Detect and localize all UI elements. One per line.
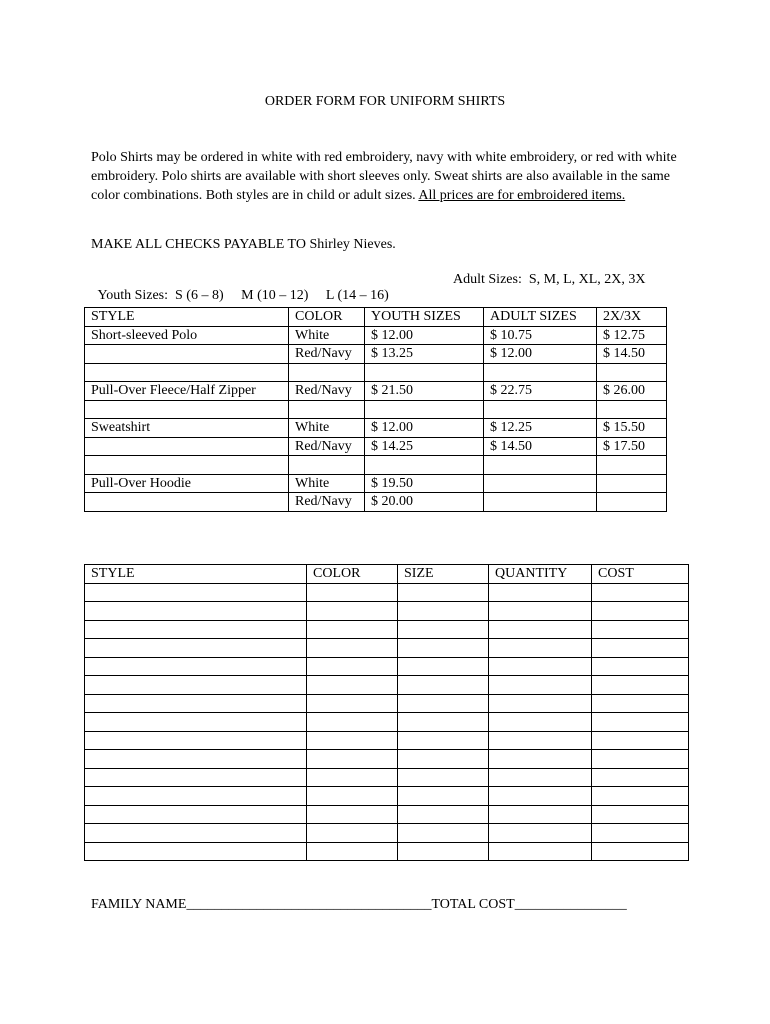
price-cell-2x3x	[597, 474, 667, 493]
price-cell-adult-sizes	[484, 400, 597, 419]
order-cell-quantity[interactable]	[489, 805, 592, 824]
order-cell-color[interactable]	[307, 750, 398, 769]
order-cell-style[interactable]	[85, 805, 307, 824]
order-cell-style[interactable]	[85, 676, 307, 695]
price-header-youth-sizes: YOUTH SIZES	[365, 308, 484, 327]
total-cost-field[interactable]: ________________	[514, 897, 627, 912]
order-cell-color[interactable]	[307, 620, 398, 639]
order-cell-cost[interactable]	[592, 731, 689, 750]
price-cell-youth-sizes: $ 12.00	[365, 326, 484, 345]
order-cell-style[interactable]	[85, 657, 307, 676]
order-cell-cost[interactable]	[592, 602, 689, 621]
order-table-row	[85, 787, 689, 806]
order-cell-size[interactable]	[398, 713, 489, 732]
order-cell-size[interactable]	[398, 824, 489, 843]
price-cell-color: White	[289, 419, 365, 438]
order-cell-style[interactable]	[85, 694, 307, 713]
order-cell-color[interactable]	[307, 731, 398, 750]
order-cell-style[interactable]	[85, 639, 307, 658]
order-cell-quantity[interactable]	[489, 824, 592, 843]
price-cell-2x3x	[597, 363, 667, 382]
price-cell-2x3x: $ 12.75	[597, 326, 667, 345]
order-cell-cost[interactable]	[592, 805, 689, 824]
price-header-style: STYLE	[85, 308, 289, 327]
order-cell-quantity[interactable]	[489, 787, 592, 806]
order-cell-size[interactable]	[398, 787, 489, 806]
checks-payable-note: MAKE ALL CHECKS PAYABLE TO Shirley Nieves.	[91, 237, 396, 252]
price-table-row	[85, 363, 667, 382]
order-cell-quantity[interactable]	[489, 842, 592, 861]
price-cell-youth-sizes: $ 12.00	[365, 419, 484, 438]
order-cell-size[interactable]	[398, 750, 489, 769]
price-cell-color: Red/Navy	[289, 437, 365, 456]
order-cell-style[interactable]	[85, 824, 307, 843]
price-cell-style	[85, 437, 289, 456]
order-table-row	[85, 694, 689, 713]
order-cell-cost[interactable]	[592, 787, 689, 806]
price-header-adult-sizes: ADULT SIZES	[484, 308, 597, 327]
order-cell-color[interactable]	[307, 694, 398, 713]
price-cell-2x3x: $ 15.50	[597, 419, 667, 438]
order-header-color: COLOR	[307, 565, 398, 584]
price-cell-adult-sizes: $ 12.00	[484, 345, 597, 364]
order-cell-color[interactable]	[307, 824, 398, 843]
order-table-row	[85, 750, 689, 769]
order-cell-quantity[interactable]	[489, 639, 592, 658]
price-table-row	[85, 456, 667, 475]
order-cell-style[interactable]	[85, 583, 307, 602]
order-cell-cost[interactable]	[592, 676, 689, 695]
price-table-header-row	[85, 308, 667, 327]
order-cell-quantity[interactable]	[489, 620, 592, 639]
price-cell-style: Short-sleeved Polo	[85, 326, 289, 345]
order-cell-quantity[interactable]	[489, 768, 592, 787]
price-cell-youth-sizes	[365, 400, 484, 419]
price-cell-youth-sizes: $ 20.00	[365, 493, 484, 512]
price-cell-2x3x: $ 17.50	[597, 437, 667, 456]
order-cell-color[interactable]	[307, 842, 398, 861]
order-cell-size[interactable]	[398, 842, 489, 861]
order-table-row	[85, 602, 689, 621]
order-table-row	[85, 583, 689, 602]
total-cost-label: TOTAL COST	[431, 897, 515, 912]
price-cell-adult-sizes	[484, 363, 597, 382]
price-table-row	[85, 345, 667, 364]
price-cell-color: White	[289, 474, 365, 493]
price-cell-youth-sizes	[365, 456, 484, 475]
price-cell-youth-sizes: $ 13.25	[365, 345, 484, 364]
order-table-header-row	[85, 565, 689, 584]
order-cell-size[interactable]	[398, 583, 489, 602]
price-cell-youth-sizes: $ 21.50	[365, 382, 484, 401]
order-cell-quantity[interactable]	[489, 713, 592, 732]
price-table-row	[85, 326, 667, 345]
price-cell-2x3x: $ 14.50	[597, 345, 667, 364]
order-cell-color[interactable]	[307, 657, 398, 676]
order-cell-color[interactable]	[307, 639, 398, 658]
order-cell-cost[interactable]	[592, 768, 689, 787]
order-cell-quantity[interactable]	[489, 731, 592, 750]
price-table-row	[85, 400, 667, 419]
intro-text: Polo Shirts may be ordered in white with red embroidery, navy with white embroidery, or red with white embroidery. Polo shirts are available with short sleeves only. Sweat shirts are also available in the same color combinations. Both styles are in child or adult sizes.	[91, 150, 677, 203]
price-cell-color: Red/Navy	[289, 493, 365, 512]
price-cell-style: Pull-Over Hoodie	[85, 474, 289, 493]
price-table-row	[85, 474, 667, 493]
order-table	[84, 564, 689, 861]
order-cell-cost[interactable]	[592, 824, 689, 843]
price-cell-adult-sizes	[484, 493, 597, 512]
order-cell-size[interactable]	[398, 694, 489, 713]
price-cell-youth-sizes	[365, 363, 484, 382]
order-table-row	[85, 824, 689, 843]
price-cell-adult-sizes	[484, 456, 597, 475]
order-cell-cost[interactable]	[592, 713, 689, 732]
order-cell-style[interactable]	[85, 750, 307, 769]
price-cell-youth-sizes: $ 19.50	[365, 474, 484, 493]
price-cell-color	[289, 456, 365, 475]
order-header-cost: COST	[592, 565, 689, 584]
order-cell-color[interactable]	[307, 602, 398, 621]
family-name-label: FAMILY NAME	[91, 897, 187, 912]
order-cell-cost[interactable]	[592, 620, 689, 639]
order-cell-style[interactable]	[85, 768, 307, 787]
price-table-row	[85, 419, 667, 438]
price-cell-style	[85, 493, 289, 512]
price-header-2x3x: 2X/3X	[597, 308, 667, 327]
order-cell-color[interactable]	[307, 583, 398, 602]
order-cell-color[interactable]	[307, 805, 398, 824]
order-cell-cost[interactable]	[592, 842, 689, 861]
order-cell-cost[interactable]	[592, 657, 689, 676]
order-cell-cost[interactable]	[592, 694, 689, 713]
order-cell-quantity[interactable]	[489, 602, 592, 621]
order-table-row	[85, 731, 689, 750]
price-cell-color	[289, 363, 365, 382]
price-cell-2x3x	[597, 493, 667, 512]
order-cell-cost[interactable]	[592, 583, 689, 602]
order-table-row	[85, 676, 689, 695]
order-cell-style[interactable]	[85, 787, 307, 806]
order-cell-quantity[interactable]	[489, 750, 592, 769]
order-cell-size[interactable]	[398, 657, 489, 676]
order-cell-color[interactable]	[307, 768, 398, 787]
price-cell-2x3x: $ 26.00	[597, 382, 667, 401]
order-table-row	[85, 713, 689, 732]
price-cell-style	[85, 400, 289, 419]
order-cell-style[interactable]	[85, 842, 307, 861]
adult-sizes-text: Adult Sizes: S, M, L, XL, 2X, 3X	[453, 272, 646, 287]
order-cell-size[interactable]	[398, 620, 489, 639]
price-table-row	[85, 493, 667, 512]
order-cell-size[interactable]	[398, 731, 489, 750]
order-cell-style[interactable]	[85, 713, 307, 732]
order-cell-color[interactable]	[307, 787, 398, 806]
order-cell-color[interactable]	[307, 713, 398, 732]
price-cell-style: Pull-Over Fleece/Half Zipper	[85, 382, 289, 401]
order-header-size: SIZE	[398, 565, 489, 584]
price-cell-adult-sizes: $ 12.25	[484, 419, 597, 438]
price-cell-style	[85, 345, 289, 364]
order-cell-color[interactable]	[307, 676, 398, 695]
order-cell-size[interactable]	[398, 805, 489, 824]
footer-line	[91, 897, 627, 913]
price-cell-adult-sizes: $ 14.50	[484, 437, 597, 456]
price-table	[84, 307, 667, 512]
order-cell-quantity[interactable]	[489, 694, 592, 713]
order-cell-style[interactable]	[85, 620, 307, 639]
price-cell-color	[289, 400, 365, 419]
order-cell-style[interactable]	[85, 731, 307, 750]
order-table-row	[85, 657, 689, 676]
order-cell-size[interactable]	[398, 768, 489, 787]
order-table-row	[85, 805, 689, 824]
price-cell-2x3x	[597, 400, 667, 419]
price-cell-style	[85, 456, 289, 475]
order-cell-size[interactable]	[398, 602, 489, 621]
order-header-quantity: QUANTITY	[489, 565, 592, 584]
price-cell-color: Red/Navy	[289, 382, 365, 401]
price-table-row	[85, 382, 667, 401]
intro-underlined-text: All prices are for embroidered items.	[418, 188, 626, 203]
order-cell-cost[interactable]	[592, 639, 689, 658]
youth-sizes-text: Youth Sizes: S (6 – 8) M (10 – 12) L (14 – 16)	[97, 288, 389, 303]
order-header-style: STYLE	[85, 565, 307, 584]
order-cell-size[interactable]	[398, 639, 489, 658]
family-name-field[interactable]: ___________________________________	[186, 897, 432, 912]
order-cell-style[interactable]	[85, 602, 307, 621]
order-cell-cost[interactable]	[592, 750, 689, 769]
price-cell-color: Red/Navy	[289, 345, 365, 364]
price-cell-adult-sizes: $ 10.75	[484, 326, 597, 345]
order-table-row	[85, 620, 689, 639]
order-table-row	[85, 842, 689, 861]
price-cell-style	[85, 363, 289, 382]
order-table-row	[85, 768, 689, 787]
price-cell-color: White	[289, 326, 365, 345]
order-cell-size[interactable]	[398, 676, 489, 695]
price-cell-2x3x	[597, 456, 667, 475]
price-cell-adult-sizes	[484, 474, 597, 493]
price-cell-youth-sizes: $ 14.25	[365, 437, 484, 456]
order-cell-quantity[interactable]	[489, 657, 592, 676]
order-table-row	[85, 639, 689, 658]
intro-paragraph	[91, 148, 681, 205]
price-cell-style: Sweatshirt	[85, 419, 289, 438]
order-cell-quantity[interactable]	[489, 583, 592, 602]
page-title: ORDER FORM FOR UNIFORM SHIRTS	[264, 94, 506, 109]
price-table-row	[85, 437, 667, 456]
price-header-color: COLOR	[289, 308, 365, 327]
order-cell-quantity[interactable]	[489, 676, 592, 695]
price-cell-adult-sizes: $ 22.75	[484, 382, 597, 401]
